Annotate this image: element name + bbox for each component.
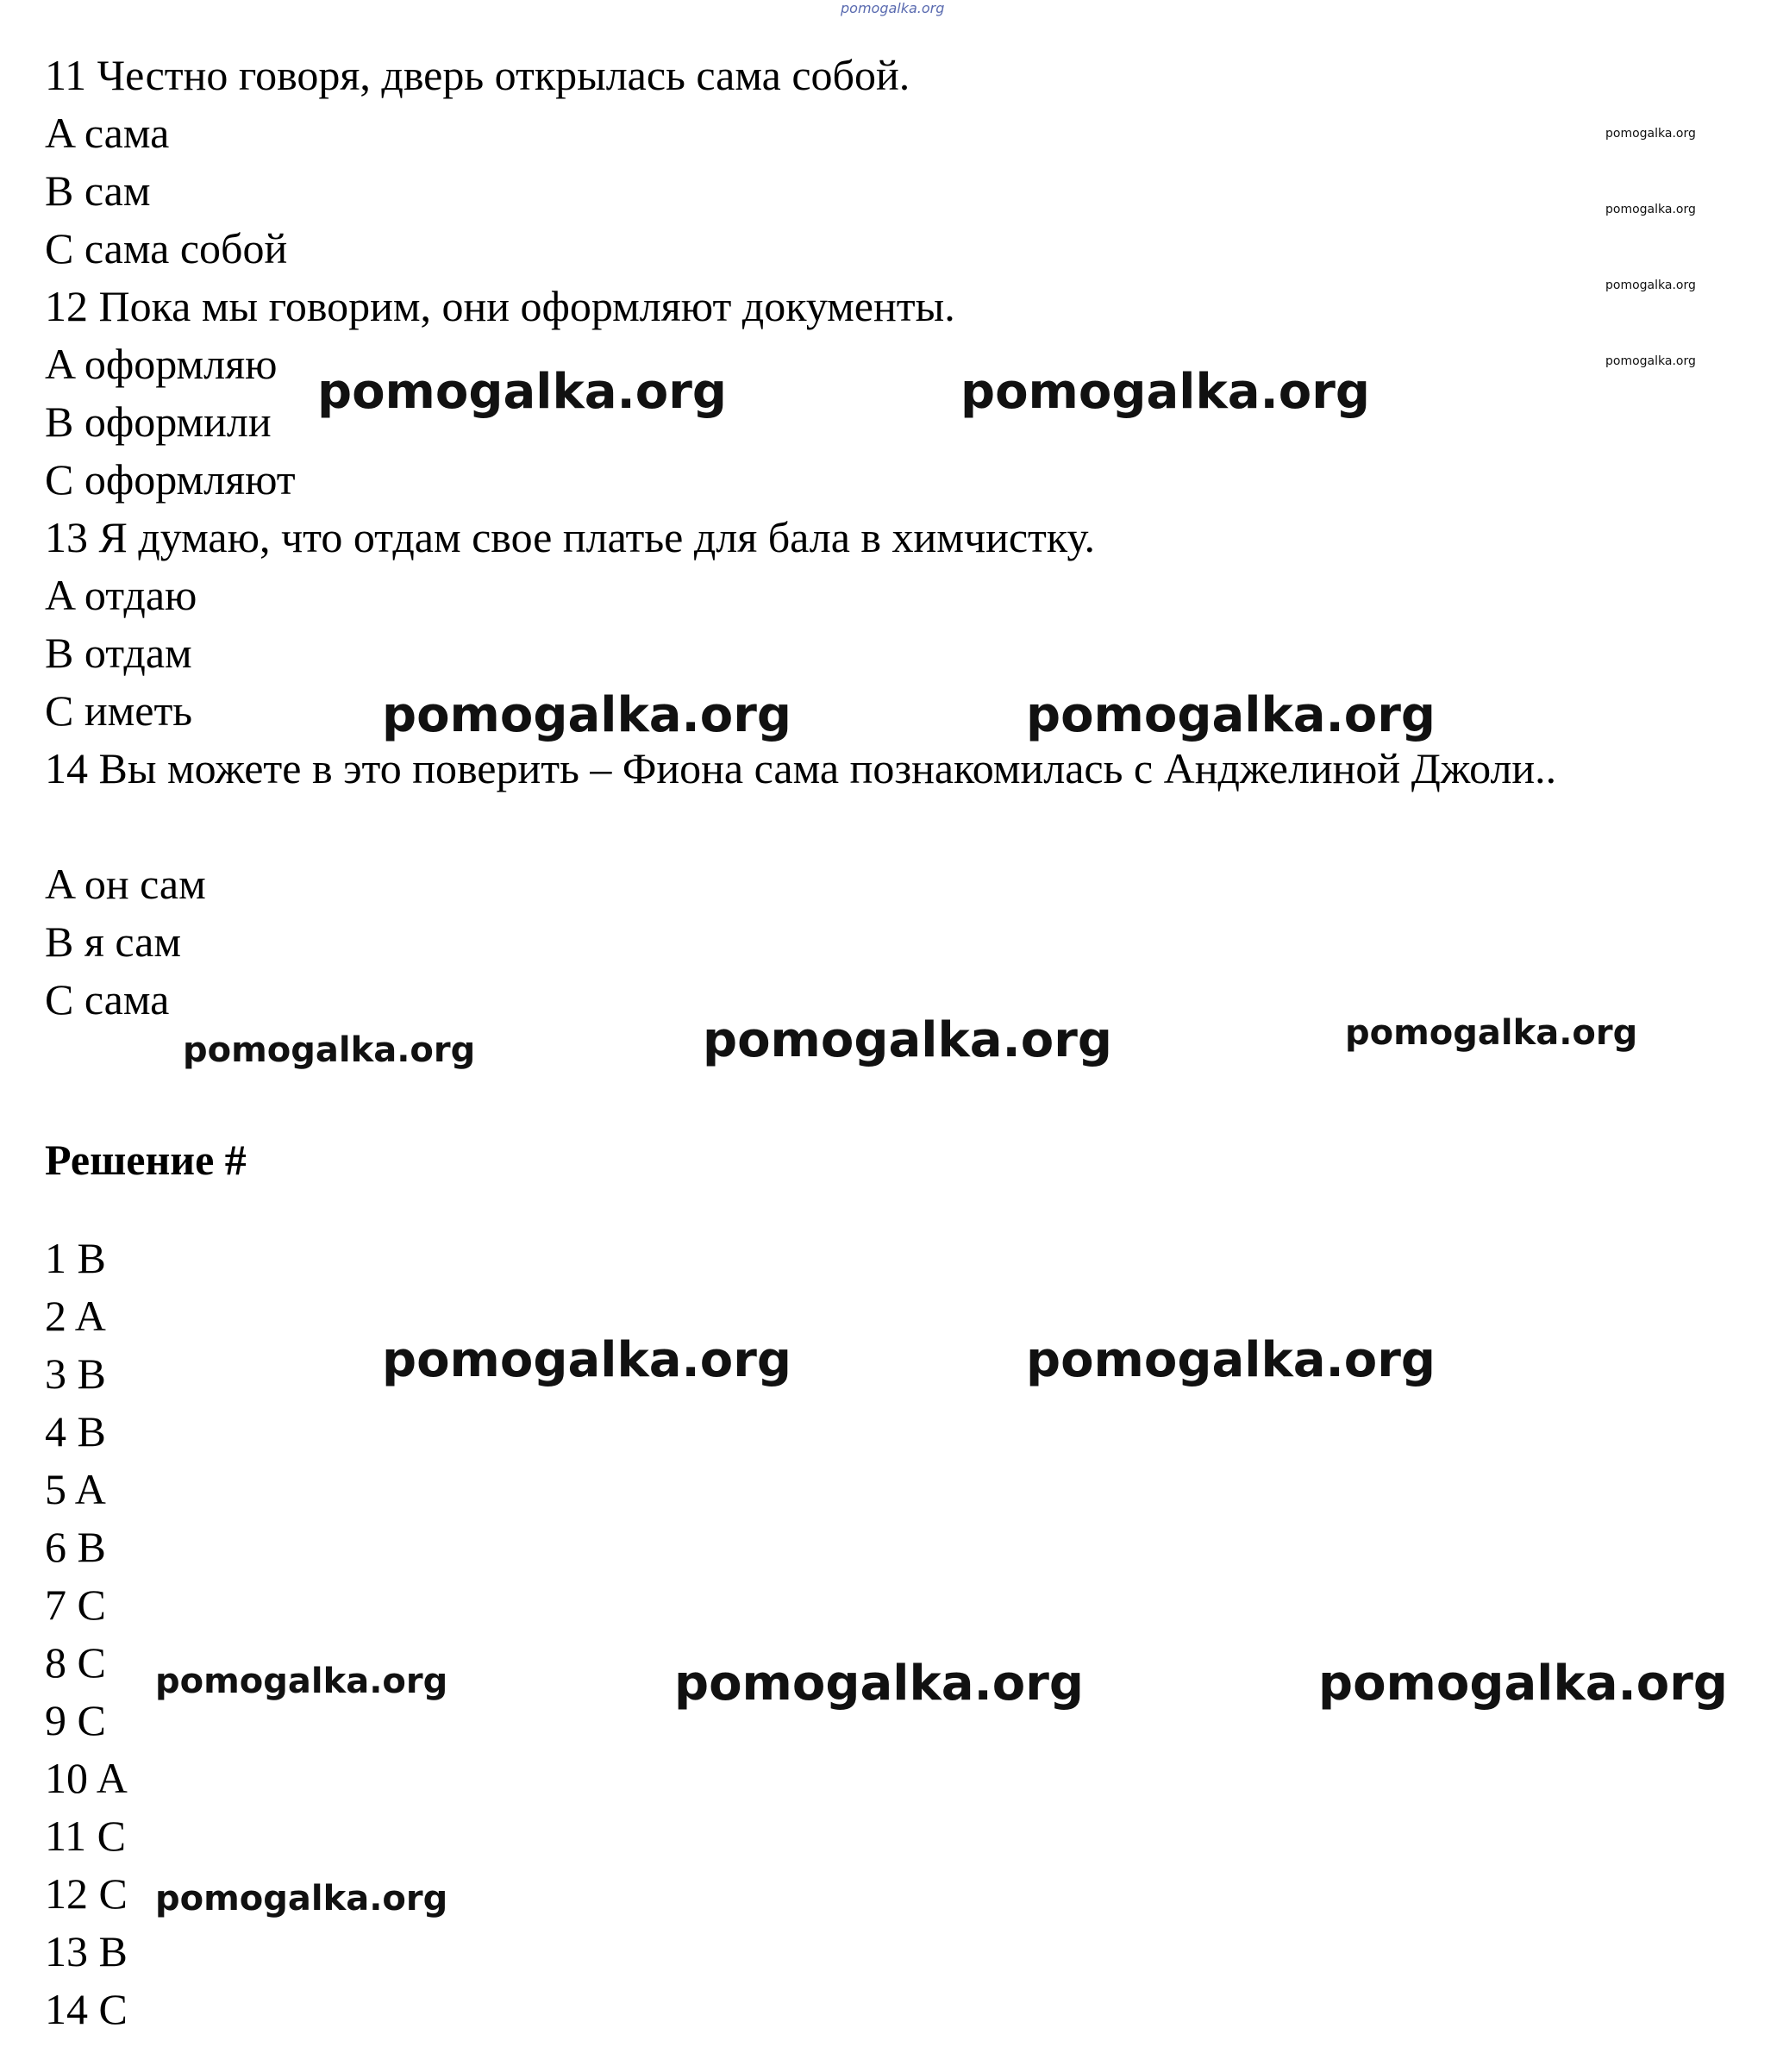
watermark-large: pomogalka.org [1318, 1656, 1728, 1712]
question-14-option-a: A он сам [45, 860, 206, 908]
watermark-medium: pomogalka.org [155, 1662, 448, 1701]
question-11-prompt: 11 Честно говоря, дверь открылась сама собой. [45, 51, 910, 99]
answer-6: 6 B [45, 1523, 106, 1571]
watermark-medium: pomogalka.org [183, 1030, 476, 1070]
question-13-option-b: B отдам [45, 629, 192, 677]
watermark-medium: pomogalka.org [1345, 1013, 1638, 1053]
question-11-option-c: C сама собой [45, 224, 288, 272]
answer-13: 13 B [45, 1927, 128, 1975]
watermark-large: pomogalka.org [382, 1332, 791, 1388]
answer-10: 10 A [45, 1754, 128, 1802]
answer-14: 14 C [45, 1985, 128, 2033]
watermark-large: pomogalka.org [703, 1012, 1112, 1068]
watermark-large: pomogalka.org [1026, 687, 1436, 743]
question-11-option-a: A сама [45, 109, 170, 157]
watermark-medium: pomogalka.org [155, 1879, 448, 1919]
question-11-option-b: B сам [45, 166, 151, 215]
watermark-large: pomogalka.org [317, 364, 727, 420]
answer-2: 2 A [45, 1292, 106, 1340]
answer-12: 12 C [45, 1869, 128, 1918]
question-13-option-c: C иметь [45, 686, 193, 735]
question-12-prompt: 12 Пока мы говорим, они оформляют документы. [45, 282, 955, 330]
answer-11: 11 C [45, 1812, 126, 1860]
answer-5: 5 A [45, 1465, 106, 1513]
watermark-top: pomogalka.org [841, 0, 945, 16]
watermark-small: pomogalka.org [1605, 354, 1696, 368]
watermark-large: pomogalka.org [960, 364, 1370, 420]
answer-9: 9 C [45, 1696, 106, 1744]
question-13-prompt: 13 Я думаю, что отдам свое платье для бала в химчистку. [45, 513, 1095, 561]
answer-7: 7 C [45, 1581, 106, 1629]
question-13-option-a: A отдаю [45, 571, 197, 619]
question-14-option-b: B я сам [45, 917, 181, 966]
solution-heading: Решение # [45, 1136, 247, 1184]
watermark-small: pomogalka.org [1605, 203, 1696, 216]
answer-4: 4 B [45, 1407, 106, 1455]
watermark-large: pomogalka.org [1026, 1332, 1436, 1388]
question-14-option-c: C сама [45, 975, 170, 1023]
question-14-prompt: 14 Вы можете в это поверить – Фиона сама познакомилась с Анджелиной Джоли.. [45, 744, 1557, 792]
answer-8: 8 C [45, 1638, 106, 1687]
watermark-large: pomogalka.org [382, 687, 791, 743]
watermark-small: pomogalka.org [1605, 279, 1696, 292]
answer-3: 3 B [45, 1349, 106, 1398]
answer-1: 1 B [45, 1234, 106, 1282]
watermark-large: pomogalka.org [674, 1656, 1084, 1712]
watermark-small: pomogalka.org [1605, 127, 1696, 141]
question-12-option-b: B оформили [45, 397, 272, 446]
question-12-option-a: A оформляю [45, 340, 278, 388]
question-12-option-c: C оформляют [45, 455, 296, 504]
